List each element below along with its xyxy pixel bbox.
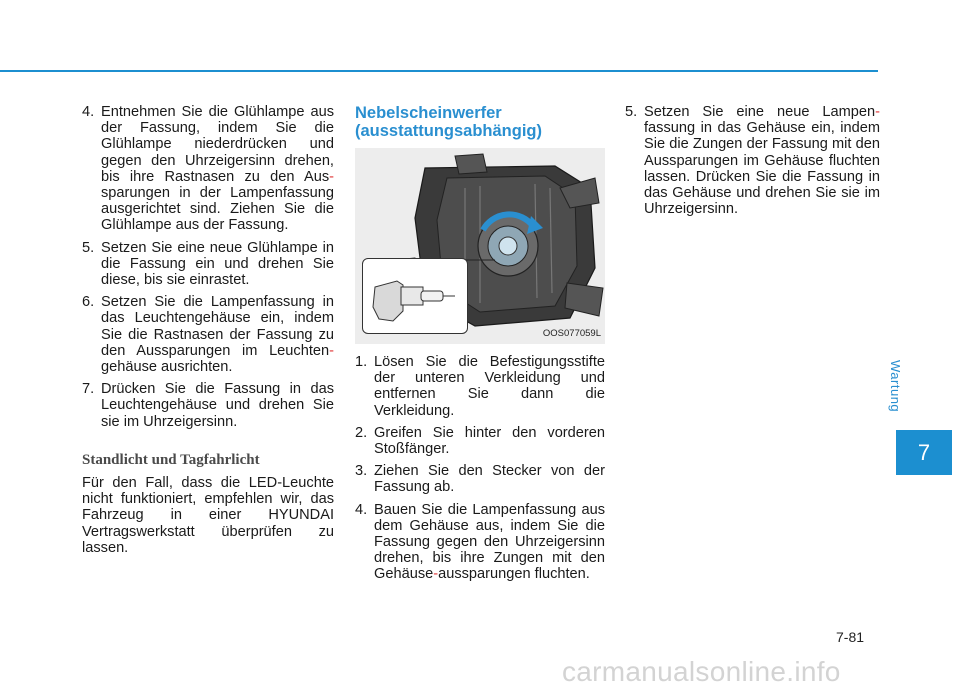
step-item: [625, 104, 880, 217]
header-rule: [0, 70, 878, 72]
column-left: [82, 104, 334, 556]
bulb-icon: [363, 259, 467, 333]
step-text: Bauen Sie die Lampenfassung aus dem Gehäuse aus, indem Sie die Fassung gegen den Uhrzeigersinn drehen, bis ihre Zungen mit den Gehäuse: [374, 501, 605, 583]
step-number: 1.: [355, 354, 368, 370]
steps-list-middle: [355, 354, 605, 583]
step-number: 5.: [82, 239, 95, 256]
step-number: 4.: [82, 104, 95, 120]
chapter-label: Wartung: [888, 360, 903, 413]
steps-list-left: [82, 104, 334, 430]
step-item: [82, 381, 334, 430]
heading-line-2: (ausstattungsabhängig): [355, 122, 543, 140]
step-number: 4.: [355, 501, 368, 518]
step-item: [82, 104, 334, 234]
subheading-standlicht: Standlicht und Tagfahrlicht: [82, 451, 260, 468]
step-text: Entnehmen Sie die Glühlampe aus der Fassung, indem Sie die Glühlampe niederdrücken und gegen den Uhrzeigersinn drehen, bis ihre Rastnasen zu den Aus: [101, 104, 334, 185]
hyphen: -: [875, 104, 880, 120]
step-text: Greifen Sie hinter den vorderen Stoßfänger.: [374, 424, 605, 458]
step-number: 2.: [355, 424, 368, 441]
step-text: Setzen Sie eine neue Lampen: [644, 104, 876, 120]
hyphen: -: [329, 168, 334, 185]
step-text-cont: sparungen in der Lampenfassung ausgerichtet sind. Ziehen Sie die Glühlampe aus der Fassung.: [101, 185, 334, 234]
step-item: [355, 463, 605, 495]
step-item: [355, 502, 605, 583]
step-item: [82, 240, 334, 289]
step-text: Lösen Sie die Befestigungsstifte der unteren Verkleidung und entfernen Sie dann die Verkleidung.: [374, 354, 605, 419]
figure-code: OOS077059L: [542, 327, 601, 339]
hyphen: -: [329, 342, 334, 359]
step-text: Ziehen Sie den Stecker von der Fassung ab.: [374, 463, 605, 496]
step-number: 6.: [82, 294, 95, 311]
section-heading: [355, 104, 605, 140]
led-paragraph: Für den Fall, dass die LED-Leuchte nicht funktioniert, empfehlen wir, das Fahrzeug in einer HYUNDAI Vertragswerkstatt überprüfen zu lassen.: [82, 475, 334, 556]
step-text: Setzen Sie eine neue Glühlampe in die Fassung ein und drehen Sie diese, bis sie einrastet.: [101, 239, 334, 289]
fog-lamp-figure: [355, 148, 605, 344]
step-number: 5.: [625, 104, 638, 120]
step-text-cont: aussparungen fluchten.: [438, 566, 590, 583]
step-text-cont: gehäuse ausrichten.: [101, 359, 233, 376]
step-item: [355, 425, 605, 457]
chapter-tab: 7: [896, 430, 952, 475]
heading-line-1: Nebelscheinwerfer: [355, 104, 502, 122]
column-right: [625, 104, 880, 223]
step-text: Drücken Sie die Fassung in das Leuchtengehäuse und drehen Sie sie im Uhrzeigersinn.: [101, 381, 334, 430]
step-number: 7.: [82, 381, 95, 398]
step-number: 3.: [355, 463, 368, 480]
bulb-detail-inset: [362, 258, 468, 334]
hyphen: -: [433, 566, 439, 583]
steps-list-right: [625, 104, 880, 217]
step-item: [82, 294, 334, 375]
step-text-cont: fassung in das Gehäuse ein, indem Sie die Zungen der Fassung mit den Aussparungen im Gehäuse fluchten lassen. Drücken Sie die Fassung in das Gehäuse und drehen Sie sie im Uhrzeigersinn.: [644, 120, 880, 218]
watermark: carmanualsonline.info: [562, 656, 841, 687]
step-item: [355, 354, 605, 419]
page-number: 7-81: [836, 629, 865, 645]
step-text: Setzen Sie die Lampenfassung in das Leuchtengehäuse ein, indem Sie die Rastnasen der Fassung zu den Aussparungen im Leuchten: [101, 294, 334, 359]
column-middle: [355, 104, 605, 589]
